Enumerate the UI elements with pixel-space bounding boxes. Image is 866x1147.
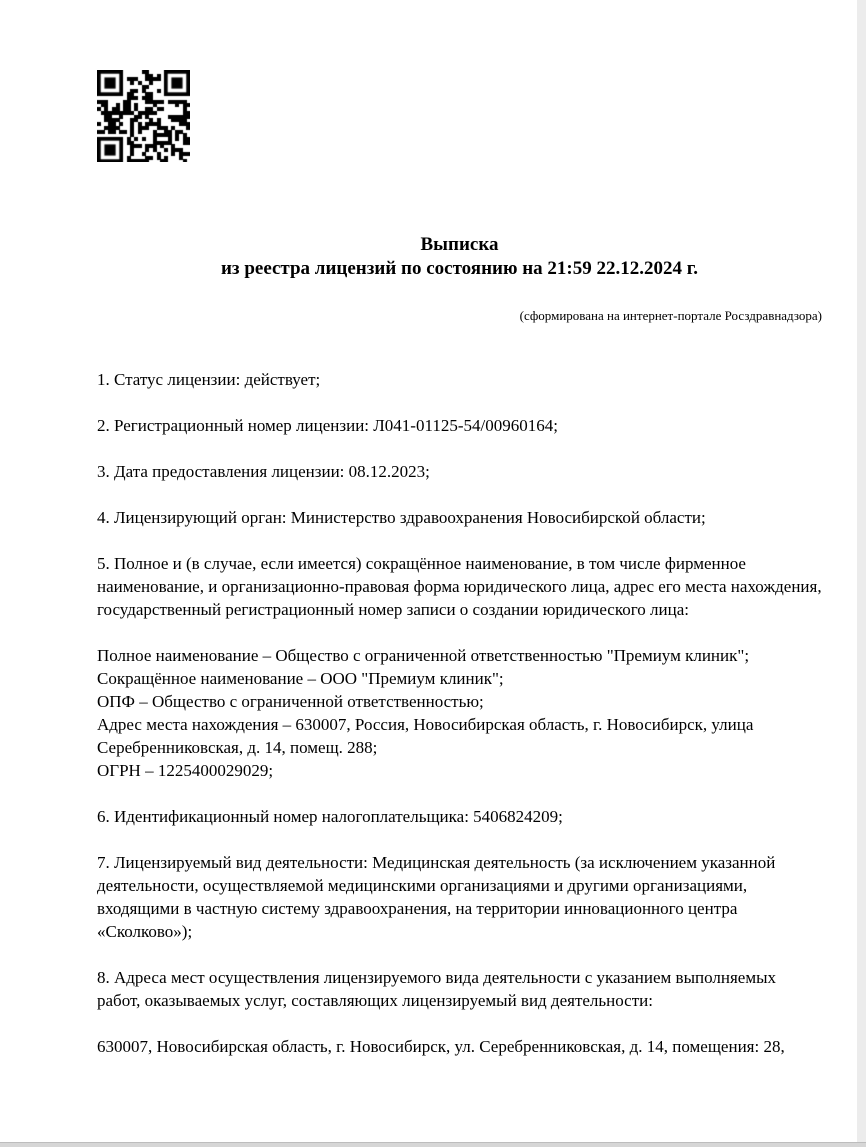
document-subtitle: (сформирована на интернет-портале Росздравнадзора) [519, 308, 822, 323]
document-content [97, 70, 822, 1081]
field-addresses-intro: 8. Адреса мест осуществления лицензируемого вида деятельности с указанием выполняемых работ, оказываемых услуг, составляющих лицензируемый вид деятельности: [97, 968, 776, 1010]
field-short-name: Сокращённое наименование – ООО "Премиум клиник"; [97, 669, 504, 688]
title-line-1: Выписка [420, 234, 499, 255]
field-licensing-authority: 4. Лицензирующий орган: Министерство здравоохранения Новосибирской области; [97, 508, 706, 527]
document-body [97, 368, 822, 1058]
field-registration-number: 2. Регистрационный номер лицензии: Л041-01125-54/00960164; [97, 416, 558, 435]
field-grant-date: 3. Дата предоставления лицензии: 08.12.2023; [97, 462, 430, 481]
document-title [97, 233, 822, 281]
field-licensed-activity: 7. Лицензируемый вид деятельности: Медицинская деятельность (за исключением указанной деятельности, осуществляемой медицинскими организациями и другими организациями, входящими в частную систему здравоохранения, на территории инновационного центра «Сколково»); [97, 853, 776, 941]
field-ogrn: ОГРН – 1225400029029; [97, 761, 274, 780]
title-line-2: из реестра лицензий по состоянию на 21:59 22.12.2024 г. [220, 258, 698, 279]
page-bottom-edge-strip [0, 1142, 866, 1147]
qr-code-image [97, 70, 190, 162]
field-opf: ОПФ – Общество с ограниченной ответственностью; [97, 692, 484, 711]
field-name-intro: 5. Полное и (в случае, если имеется) сокращённое наименование, в том числе фирменное наименование, и организационно-правовая форма юридического лица, адрес его места нахождения, государственный регистрационный номер записи о создании юридического лица: [97, 554, 822, 619]
field-activity-address: 630007, Новосибирская область, г. Новосибирск, ул. Серебренниковская, д. 14, помещения: 28, [97, 1037, 785, 1056]
organization-details [97, 644, 822, 782]
field-inn: 6. Идентификационный номер налогоплательщика: 5406824209; [97, 807, 563, 826]
field-license-status: 1. Статус лицензии: действует; [97, 370, 321, 389]
field-full-name: Полное наименование – Общество с ограниченной ответственностью "Премиум клиник"; [97, 646, 750, 665]
field-legal-address: Адрес места нахождения – 630007, Россия, Новосибирская область, г. Новосибирск, улица Серебренниковская, д. 14, помещ. 288; [97, 715, 754, 757]
page-right-edge-strip [857, 0, 866, 1147]
